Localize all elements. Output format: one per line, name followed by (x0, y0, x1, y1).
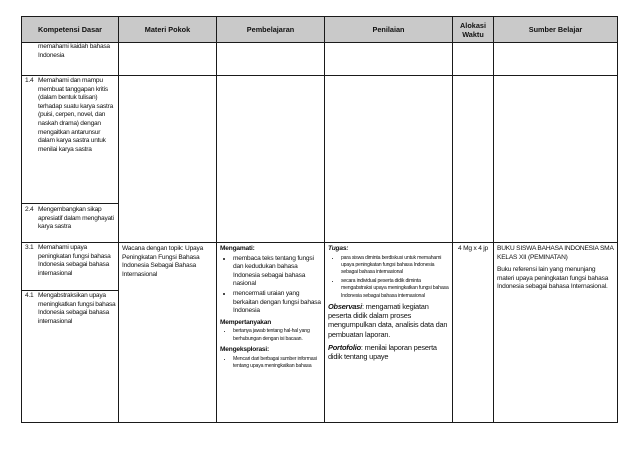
table-row (22, 243, 618, 423)
sumber-cell (494, 243, 618, 423)
kd-text: Memahami dan mampu membuat tanggapan kritis (dalam bentuk tulisan) terhadap suatu karya sastra (puisi, cerpen, novel, dan naskah drama) dengan mengaitkan antarunsur dalam karya sastra untuk menilai karya sastra (38, 77, 113, 153)
portofolio-text: : menilai laporan peserta didik tentang upaye (328, 342, 437, 362)
sumber-buku-siswa: BUKU SISWA BAHASA INDONESIA SMA KELAS XII (PEMINATAN) (497, 245, 614, 261)
kd-text: Mengembangkan sikap apresiatif dalam menghayati karya sastra (38, 206, 114, 231)
header-row (22, 17, 618, 43)
observasi-text: : mengamati kegiatan peserta didik dalam proses mengumpulkan data, analisis data dan pembuatan laporan. (328, 302, 448, 339)
kd-cell (22, 43, 119, 76)
sumber-buku-referensi: Buku referensi lain yang menunjang materi upaya peningkatan fungsi bahasa Indonesia sebagai bahasa Internasional. (497, 266, 609, 291)
header-kompetensi-dasar: Kompetensi Dasar (22, 17, 119, 43)
header-pembelajaran: Pembelajaran (217, 17, 325, 43)
kd-cell (22, 76, 119, 243)
table-row (22, 43, 618, 76)
alokasi-cell (453, 243, 494, 423)
mengeksplorasi-title: Mengeksplorasi: (220, 346, 270, 354)
kd-number: 3.1 (25, 244, 34, 251)
list-item: • membaca teks tentang fungsi dan kedudukan bahasa Indonesia sebagai bahasa nasional (233, 255, 321, 289)
table-row (22, 76, 618, 243)
list-item: • Mencari dari berbagai sumber informasi tentang upaya meningkatkan bahasa (233, 356, 321, 371)
list-item: • bertanya jawab tentang hal-hal yang berhubungan dengan isi bacaan. (233, 328, 321, 343)
materi-text: Wacana dengan topik: Upaya Peningkatan Fungsi Bahasa Indonesia Sebagai Bahasa Internasional (122, 245, 204, 278)
header-alokasi-waktu: Alokasi Waktu (453, 17, 494, 43)
list-item: • mencermati uraian yang berkaitan dengan fungsi bahasa Indonesia (233, 290, 321, 316)
observasi-label: Observasi (328, 302, 362, 312)
syllabus-table (21, 16, 618, 423)
kd-text: Mengabstraksikan upaya meningkatkan fungsi bahasa Indonesia sebagai bahasa internasional (38, 292, 116, 325)
kd-cell (22, 243, 119, 423)
tugas-title: Tugas: (328, 245, 349, 252)
kd-text: Memahami upaya peningkatan fungsi bahasa Indonesia sebagai bahasa internasional (38, 244, 111, 277)
list-item: • secara individual peserta didik diminta mengabstraksi upaya meningkatkan fungsi bahasa Indonesia sebagai bahasa internasional (341, 278, 449, 300)
kd-number: 4.1 (25, 292, 34, 299)
header-penilaian: Penilaian (325, 17, 453, 43)
materi-cell (119, 243, 217, 423)
alokasi-text: 4 Mg x 4 jp (457, 245, 489, 252)
header-sumber-belajar: Sumber Belajar (494, 17, 618, 43)
kd-number: 2.4 (25, 206, 34, 213)
portofolio-label: Portofolio (328, 342, 361, 352)
mengamati-title: Mengamati: (220, 245, 255, 252)
header-materi-pokok: Materi Pokok (119, 17, 217, 43)
mempertanyakan-title: Mempertanyakan (220, 318, 272, 326)
pembelajaran-cell (217, 243, 325, 423)
kd-continuation-text: memahami kaidah bahasa Indonesia (38, 43, 110, 59)
kd-number: 1.4 (25, 77, 34, 84)
penilaian-cell (325, 243, 453, 423)
list-item: • para siswa diminta berdiskusi untuk memahami upaya peningkatan fungsi bahasa Indonesia sebagai bahasa internasional (341, 255, 449, 277)
